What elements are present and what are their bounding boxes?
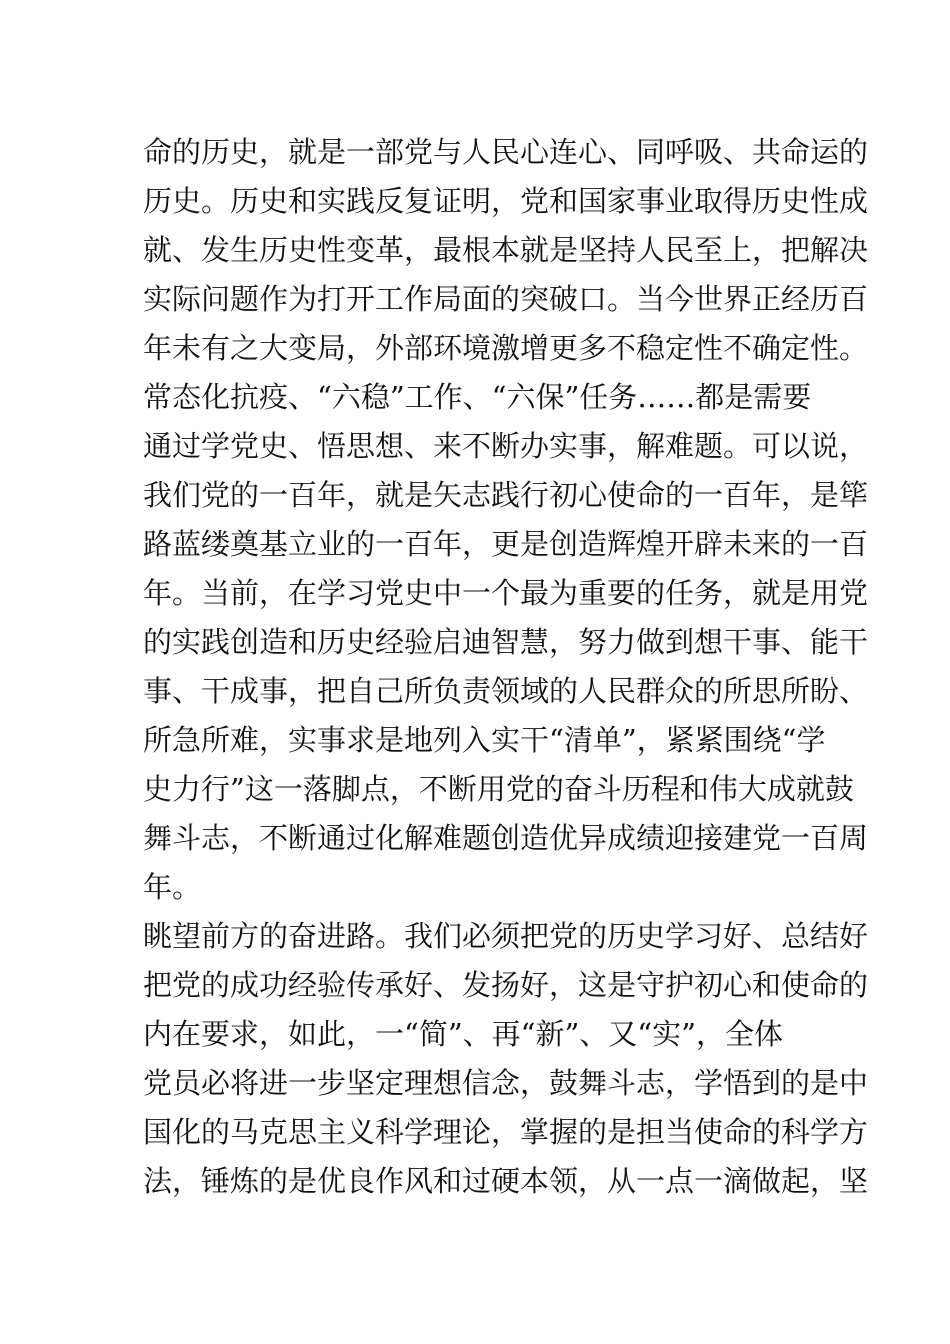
text-line: 舞斗志，不断通过化解难题创造优异成绩迎接建党一百周 xyxy=(143,821,869,855)
text-line: 眺望前方的奋进路。我们必须把党的历史学习好、总结好 xyxy=(143,919,869,953)
text-line: 命的历史，就是一部党与人民心连心、同呼吸、共命运的 xyxy=(143,135,869,169)
text-line: 实际问题作为打开工作局面的突破口。当今世界正经历百 xyxy=(143,282,869,316)
text-line: 所急所难，实事求是地列入实干“清单”，紧紧围绕“学 xyxy=(143,723,826,757)
text-line: 通过学党史、悟思想、来不断办实事，解难题。可以说， xyxy=(143,429,869,463)
text-line: 年。当前，在学习党史中一个最为重要的任务，就是用党 xyxy=(143,576,869,610)
text-line: 年未有之大变局，外部环境激增更多不稳定性不确定性。 xyxy=(143,331,869,365)
text-line: 常态化抗疫、“六稳”工作、“六保”任务……都是需要 xyxy=(143,380,812,414)
text-line: 历史。历史和实践反复证明，党和国家事业取得历史性成 xyxy=(143,184,869,218)
text-line: 的实践创造和历史经验启迪智慧，努力做到想干事、能干 xyxy=(143,625,869,659)
text-line: 路蓝缕奠基立业的一百年，更是创造辉煌开辟未来的一百 xyxy=(143,527,869,561)
text-line: 史力行”这一落脚点，不断用党的奋斗历程和伟大成就鼓 xyxy=(143,772,854,806)
text-line: 我们党的一百年，就是矢志践行初心使命的一百年，是筚 xyxy=(143,478,869,512)
text-line: 内在要求，如此，一“简”、再“新”、又“实”，全体 xyxy=(143,1017,783,1051)
body-text xyxy=(143,128,869,1206)
text-line: 就、发生历史性变革，最根本就是坚持人民至上，把解决 xyxy=(143,233,869,267)
text-line: 年。 xyxy=(143,870,202,904)
text-line: 事、干成事，把自己所负责领域的人民群众的所思所盼、 xyxy=(143,674,869,708)
text-line: 法，锤炼的是优良作风和过硬本领，从一点一滴做起，坚 xyxy=(143,1164,869,1198)
text-line: 党员必将进一步坚定理想信念，鼓舞斗志，学悟到的是中 xyxy=(143,1066,869,1100)
text-line: 国化的马克思主义科学理论，掌握的是担当使命的科学方 xyxy=(143,1115,869,1149)
text-line: 把党的成功经验传承好、发扬好，这是守护初心和使命的 xyxy=(143,968,869,1002)
